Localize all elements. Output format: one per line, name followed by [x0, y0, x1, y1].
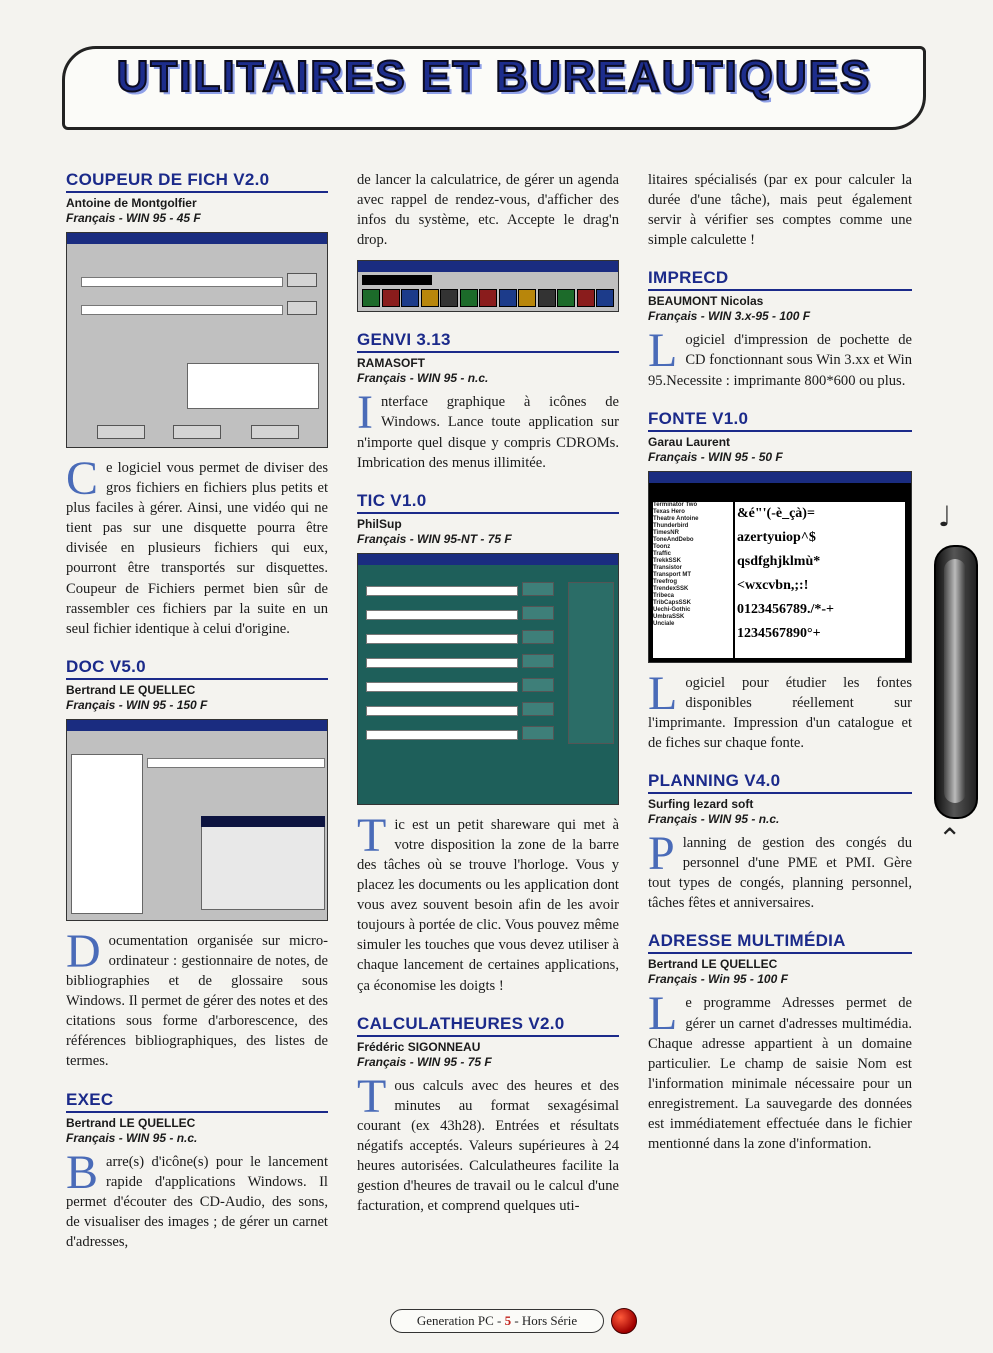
article-body: Ce logiciel vous permet de diviser des gros fichiers en fichiers plus petits et plus faciles à gérer. Ainsi, une vidéo qui ne tient pas sur une disquette pourra être divisée en plusieurs fichiers qui eux, pourront être transportés sur disquettes. Coupeur de Fichiers permet bien sûr de rassembler ces fichiers par la suite en un seul fichier identique à celui d'origine.	[66, 452, 328, 637]
article	[357, 330, 619, 472]
footer-left: Generation PC -	[416, 1313, 505, 1328]
caret-icon: ⌃	[938, 822, 962, 855]
article-body: Tic est un petit shareware qui met à votre disposition la zone de la barre des tâches où se trouve l'horloge. Vous y placez les documents ou les application dont vous avez souvent besoin afin de les avoir toujours à portée de clic. Vous pouvez même simuler les touches que vous devez utiliser à chaque lancement de certaines applications, ça économise les doigts !	[357, 808, 619, 994]
article-meta: Français - WIN 95 - 45 F	[66, 211, 201, 225]
font-list-item[interactable]: Treefrog	[653, 578, 678, 585]
font-sample-line: <wxcvbn,;:!	[737, 577, 809, 593]
font-list-item[interactable]: TrendexSSK	[653, 585, 689, 592]
font-list-item[interactable]: Terminator Two	[653, 501, 698, 508]
article-meta: Français - WIN 95 - 150 F	[66, 697, 208, 712]
note-icon: ♩	[938, 500, 952, 533]
article	[66, 1090, 328, 1252]
article-meta: Français - WIN 95 - n.c.	[648, 812, 780, 827]
article-meta: Français - WIN 95 - 50 F	[648, 449, 783, 464]
font-list-item[interactable]: Texas Hero	[653, 508, 685, 515]
font-sample-line: 1234567890°+	[737, 625, 821, 641]
article-title: EXEC	[66, 1090, 328, 1113]
article	[66, 170, 328, 639]
page-footer	[390, 1309, 604, 1333]
article	[648, 931, 912, 1154]
article-title: TIC V1.0	[357, 491, 619, 514]
article-title: DOC V5.0	[66, 657, 328, 680]
font-sample-line: &é"'(-è_çà)=	[737, 505, 815, 521]
article-meta: Français - WIN 95 - 75 F	[357, 1054, 492, 1069]
fonte-screenshot	[648, 471, 912, 663]
article-meta: Français - WIN 95 - n.c.	[66, 1130, 198, 1145]
font-list-item[interactable]: TribCapsSSK	[653, 599, 692, 606]
font-sample-line: qsdfghjklmù*	[737, 553, 821, 569]
font-list-item[interactable]: Tribeca	[653, 592, 675, 599]
article-body: Logiciel d'impression de pochette de CD fonctionnant sous Win 3.xx et Win 95.Necessite : imprimante 800*600 ou plus.	[648, 324, 912, 389]
font-list-item[interactable]: Thunderbird	[653, 522, 689, 529]
article-body: Documentation organisée sur micro-ordinateur : gestionnaire de notes, de bibliographies et de glossaire sous Windows. Il permet de gérer des notes et des citations sous forme d'arborescence, des références bibliographiques, des listes de termes.	[66, 924, 328, 1070]
article-author: Bertrand LE QUELLEC	[66, 1115, 196, 1130]
article-author: Antoine de Montgolfier	[66, 196, 197, 210]
font-list-item[interactable]: Unciale	[653, 620, 675, 627]
font-list-item[interactable]: Uechi-Gothic	[653, 606, 691, 613]
article	[648, 268, 912, 390]
font-sample-line: 0123456789./*-+	[737, 601, 835, 617]
article-body: Le programme Adresses permet de gérer un carnet d'adresses multimédia. Chaque adresse appartient à un domaine particulier. Le champ de saisie Nom est l'information minimale nécessaire pour un enregistrement. La sauvegarde des données est immédiatement effectuée dans le fichier mentionné dans la zone d'information.	[648, 987, 912, 1153]
article-body: Logiciel pour étudier les fontes disponibles réellement sur l'imprimante. Impression d'un catalogue et de fiches sur chaque fonte.	[648, 666, 912, 751]
article-title: IMPRECD	[648, 268, 912, 291]
article-title: COUPEUR DE FICH V2.0	[66, 170, 328, 193]
font-sample	[735, 502, 905, 658]
column-1	[66, 170, 328, 1270]
font-list-item[interactable]: Transistor	[653, 564, 683, 571]
article-author: PhilSup	[357, 516, 402, 531]
article-author: Garau Laurent	[648, 434, 731, 449]
article-author: Frédéric SIGONNEAU	[357, 1039, 481, 1054]
article-body: Planning de gestion des congés du personnel d'une PME et PMI. Gère tout types de congés, planning personnel, tâches fêtes et anniversaires.	[648, 827, 912, 912]
font-list-item[interactable]: ToneAndDebo	[653, 536, 694, 543]
side-tab-decoration	[934, 545, 978, 819]
font-list-item[interactable]: UmbraSSK	[653, 613, 685, 620]
article-author: Surfing lezard soft	[648, 797, 754, 812]
article	[648, 771, 912, 913]
article	[648, 170, 912, 250]
doc-screenshot	[66, 719, 328, 921]
page-number: 5	[504, 1313, 512, 1328]
article	[66, 657, 328, 1072]
page-title: UTILITAIRES ET BUREAUTIQUES	[116, 52, 872, 101]
article-author: BEAUMONT Nicolas	[648, 294, 764, 309]
article	[357, 1014, 619, 1217]
font-list-item[interactable]: Traffic	[653, 550, 672, 557]
exec-screenshot	[357, 260, 619, 312]
column-2	[357, 170, 619, 1234]
article-title: ADRESSE MULTIMÉDIA	[648, 931, 912, 954]
article-title: FONTE V1.0	[648, 409, 912, 432]
article-author: Bertrand LE QUELLEC	[66, 682, 196, 697]
article-title: CALCULATHEURES V2.0	[357, 1014, 619, 1037]
font-list-item[interactable]: TimesNR	[653, 529, 679, 536]
article-body: litaires spécialisés (par ex pour calculer la durée d'une tâche), mais peut également servir à vérifier ses comptes comme une simple calculette !	[648, 172, 912, 249]
tic-screenshot	[357, 553, 619, 805]
article-title: PLANNING V4.0	[648, 771, 912, 794]
font-list-item[interactable]: TrekkSSK	[653, 557, 682, 564]
article	[648, 409, 912, 753]
article-body: Tous calculs avec des heures et des minutes au format sexagésimal courant (ex 43h28). Entrées et résultats négatifs acceptés. Valeurs supérieures à 24 heures autorisées. Calculatheures facilite la gestion d'heures de travail ou le calcul d'une facturation, et comprend quelques uti-	[357, 1069, 619, 1215]
column-3	[648, 170, 912, 1172]
article-meta: Français - WIN 3.x-95 - 100 F	[648, 309, 811, 324]
article	[357, 170, 619, 312]
font-list-item[interactable]: Toonz	[653, 543, 671, 550]
coupeur-screenshot	[66, 232, 328, 448]
font-list[interactable]	[653, 502, 733, 658]
article-author: RAMASOFT	[357, 356, 425, 371]
font-sample-line: azertyuiop^$	[737, 529, 816, 545]
article-author: Bertrand LE QUELLEC	[648, 957, 778, 972]
article-body: de lancer la calculatrice, de gérer un agenda avec rappel de rendez-vous, d'afficher des infos du système, etc. Accepte le drag'n drop.	[357, 172, 619, 249]
article	[357, 491, 619, 996]
article-body: Interface graphique à icônes de Windows. Lance toute application sur n'importe quel disque y compris CDROMs. Imbrication des menus illimitée.	[357, 386, 619, 471]
article-meta: Français - Win 95 - 100 F	[648, 972, 788, 987]
article-meta: Français - WIN 95-NT - 75 F	[357, 531, 512, 546]
footer-right: - Hors Série	[511, 1313, 578, 1328]
font-list-item[interactable]: Theatre Antoine	[653, 515, 699, 522]
article-title: GENVI 3.13	[357, 330, 619, 353]
article-body: Barre(s) d'icône(s) pour le lancement rapide d'applications Windows. Il permet d'écouter des CD-Audio, des sons, de visualiser des images ; de gérer un carnet d'adresses,	[66, 1145, 328, 1250]
article-meta: Français - WIN 95 - n.c.	[357, 371, 489, 386]
font-list-item[interactable]: Transport MT	[653, 571, 692, 578]
footer-dot	[611, 1308, 637, 1334]
